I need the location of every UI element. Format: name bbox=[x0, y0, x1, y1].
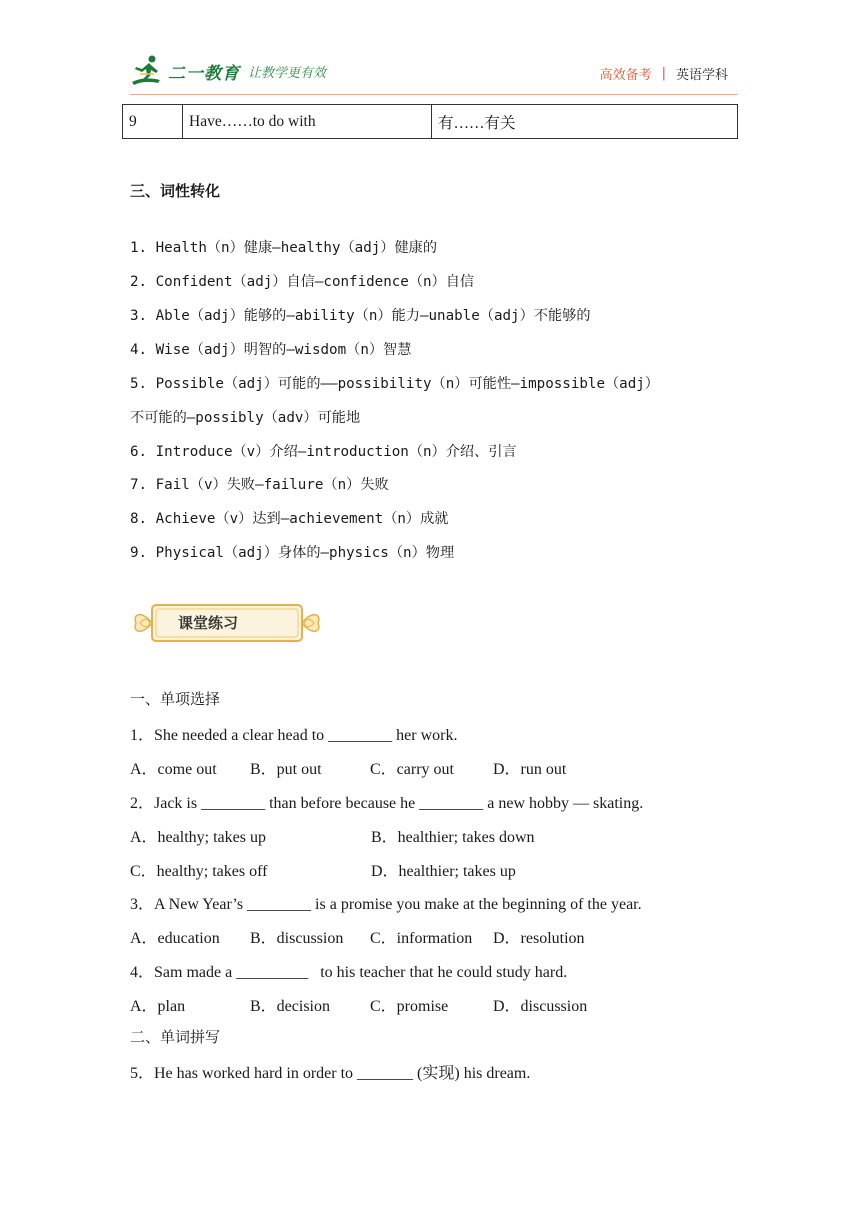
row-meaning: 有……有关 bbox=[432, 105, 738, 139]
tag-exam-prep: 高效备考 bbox=[599, 68, 652, 83]
part-title-spelling: 二、单词拼写 bbox=[130, 1028, 221, 1046]
q3-option-b: B．discussion bbox=[250, 930, 344, 947]
q1-option-d: D．run out bbox=[493, 761, 567, 778]
phrase-table bbox=[122, 104, 738, 139]
q1-option-b: B．put out bbox=[250, 761, 322, 778]
q3-option-a: A．education bbox=[130, 930, 220, 947]
question-2: 2．Jack is ________ than before because he ________ a new hobby — skating. bbox=[130, 795, 644, 812]
classroom-practice-banner bbox=[130, 600, 324, 646]
logo-slogan: 让教学更有效 bbox=[248, 65, 327, 81]
question-3: 3．A New Year’s ________ is a promise you make at the beginning of the year. bbox=[130, 896, 642, 913]
q1-option-a: A．come out bbox=[130, 761, 217, 778]
tag-separator: | bbox=[661, 66, 666, 81]
row-number: 9 bbox=[123, 105, 183, 139]
q3-option-c: C．information bbox=[370, 930, 473, 947]
banner-label: 课堂练习 bbox=[178, 614, 239, 632]
word-form-item: 3. Able（adj）能够的—ability（n）能力—unable（adj）不能够的 bbox=[130, 308, 591, 324]
q4-option-b: B．decision bbox=[250, 998, 330, 1015]
word-form-item: 8. Achieve（v）达到—achievement（n）成就 bbox=[130, 511, 449, 527]
word-form-item: 9. Physical（adj）身体的—physics（n）物理 bbox=[130, 545, 455, 561]
word-form-item: 5. Possible（adj）可能的——possibility（n）可能性—impossible（adj） bbox=[130, 376, 659, 392]
word-form-item: 4. Wise（adj）明智的—wisdom（n）智慧 bbox=[130, 342, 412, 358]
page-header bbox=[130, 54, 738, 94]
word-form-item: 1. Health（n）健康—healthy（adj）健康的 bbox=[130, 240, 438, 256]
q4-option-a: A．plan bbox=[130, 998, 186, 1015]
runner-logo-icon bbox=[130, 54, 166, 88]
header-tags bbox=[600, 64, 728, 83]
header-divider bbox=[130, 94, 738, 95]
row-phrase: Have……to do with bbox=[183, 105, 432, 139]
q4-option-c: C．promise bbox=[370, 998, 449, 1015]
word-form-item-continued: 不可能的—possibly（adv）可能地 bbox=[130, 410, 361, 426]
word-form-item: 2. Confident（adj）自信—confidence（n）自信 bbox=[130, 274, 475, 290]
q4-option-d: D．discussion bbox=[493, 998, 588, 1015]
q1-option-c: C．carry out bbox=[370, 761, 454, 778]
tag-subject: 英语学科 bbox=[675, 68, 728, 83]
word-form-item: 6. Introduce（v）介绍—introduction（n）介绍、引言 bbox=[130, 444, 517, 460]
word-form-item: 7. Fail（v）失败—failure（n）失败 bbox=[130, 477, 389, 493]
question-4: 4．Sam made a _________ to his teacher that he could study hard. bbox=[130, 964, 568, 981]
q3-option-d: D．resolution bbox=[493, 930, 585, 947]
logo bbox=[130, 54, 326, 88]
q2-option-b: B．healthier; takes down bbox=[371, 829, 535, 846]
q2-option-c: C．healthy; takes off bbox=[130, 863, 268, 880]
question-5: 5．He has worked hard in order to _______ (实现) his dream. bbox=[130, 1065, 531, 1082]
q2-option-d: D．healthier; takes up bbox=[371, 863, 516, 880]
section-title-word-forms: 三、词性转化 bbox=[130, 182, 221, 200]
logo-name: 二一教育 bbox=[168, 63, 240, 84]
part-title-multiple-choice: 一、单项选择 bbox=[130, 690, 221, 708]
q2-option-a: A．healthy; takes up bbox=[130, 829, 266, 846]
question-1: 1．She needed a clear head to ________ her work. bbox=[130, 727, 458, 744]
table-row bbox=[123, 105, 738, 139]
